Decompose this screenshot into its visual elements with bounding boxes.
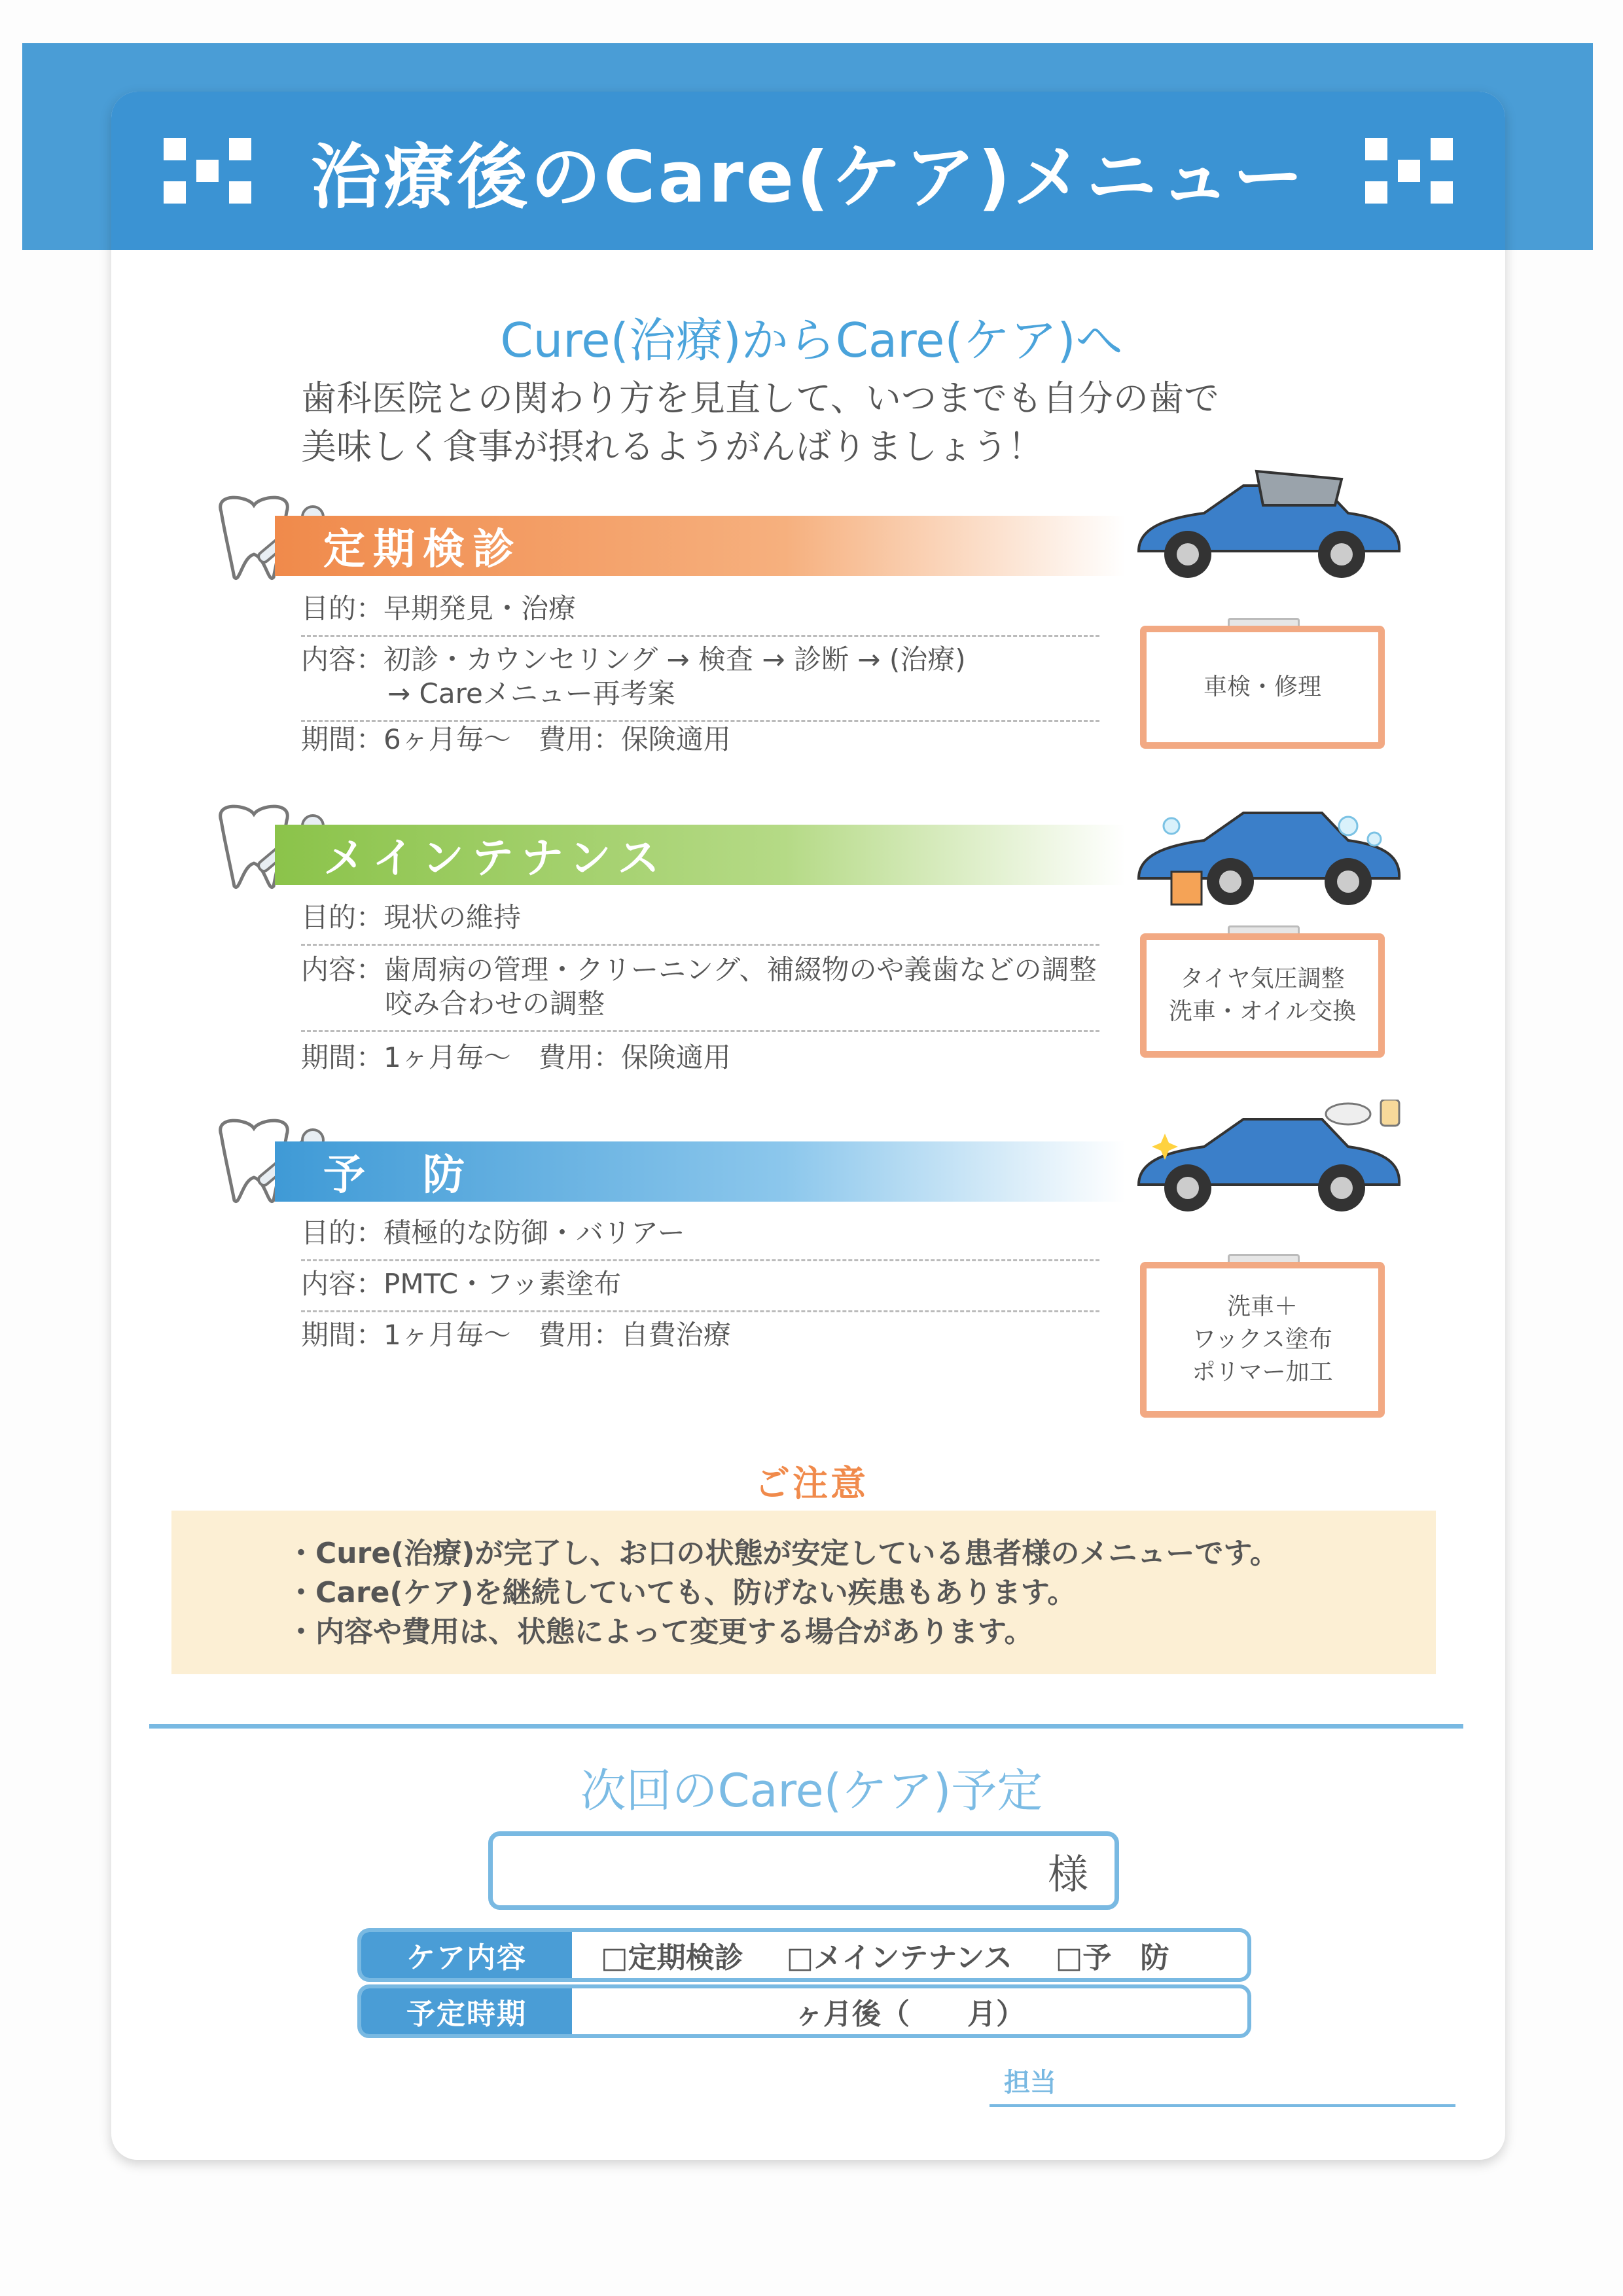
section-purpose: 目的：現状の維持 (301, 901, 1099, 946)
schedule-row (357, 1984, 1251, 2038)
notice-item: ・Cure(治療)が完了し、お口の状態が安定している患者様のメニューです。 (287, 1537, 1279, 1570)
section-purpose: 目的：早期発見・治療 (301, 592, 1099, 637)
car-wax-illustration (1126, 1100, 1407, 1217)
care-options (572, 1932, 1247, 1978)
notice-box (171, 1511, 1436, 1674)
content-line: → Careメニュー再考案 (387, 677, 675, 709)
staff-field[interactable] (990, 2062, 1455, 2107)
intro-text (301, 374, 1219, 471)
section-period: 期間：1ヶ月毎～ 費用：保険適用 (301, 1041, 731, 1073)
sign-text: ワックス塗布 (1192, 1326, 1332, 1353)
notice-item: ・内容や費用は、状態によって変更する場合があります。 (287, 1615, 1033, 1649)
section-period: 期間：6ヶ月毎～ 費用：保険適用 (301, 723, 731, 755)
name-suffix: 様 (1047, 1850, 1088, 1898)
next-care-title: 次回のCare(ケア)予定 (580, 1764, 1043, 1818)
notice-item: ・Care(ケア)を継続していても、防げない疾患もあります。 (287, 1576, 1077, 1609)
schedule-field[interactable]: ヶ月後（ 月） (794, 1998, 1025, 2031)
care-content-label: ケア内容 (361, 1932, 572, 1978)
care-option-checkbox[interactable]: □予 防 (1055, 1941, 1169, 1975)
car-label-sign (1140, 626, 1385, 749)
sign-text: 洗車・オイル交換 (1168, 998, 1357, 1025)
section-header-maintenance (275, 825, 1126, 885)
schedule-label: 予定時期 (361, 1988, 572, 2034)
patient-name-field[interactable] (488, 1831, 1119, 1910)
content-line: 咬み合わせの調整 (385, 988, 605, 1020)
intro-subtitle: Cure(治療)からCare(ケア)へ (500, 313, 1123, 368)
content-line: 内容：初診・カウンセリング → 検査 → 診断 → (治療) (301, 643, 966, 675)
car-wash-illustration (1126, 793, 1407, 911)
intro-line: 美味しく食事が摂れるようがんばりましょう！ (301, 426, 1043, 467)
sign-text: 洗車＋ (1226, 1293, 1298, 1320)
sign-text: 車検・修理 (1203, 673, 1321, 700)
section-title: 定期検診 (323, 526, 522, 574)
section-header-checkup (275, 516, 1126, 576)
divider (149, 1724, 1463, 1729)
section-header-prevention (275, 1141, 1126, 1202)
title-bar (111, 92, 1505, 250)
section-period: 期間：1ヶ月毎～ 費用：自費治療 (301, 1319, 731, 1351)
section-content (301, 1267, 1099, 1312)
intro-line: 歯科医院との関わり方を見直して、いつまでも自分の歯で (301, 378, 1219, 419)
section-content (301, 953, 1099, 1032)
checker-icon-left (164, 138, 251, 204)
checker-icon-right (1365, 138, 1453, 204)
section-content (301, 643, 1099, 722)
content-line: 内容：歯周病の管理・クリーニング、補綴物のや義歯などの調整 (301, 954, 1097, 986)
content-line: 内容：PMTC・フッ素塗布 (301, 1268, 622, 1300)
page-title: 治療後のCare(ケア)メニュー (310, 136, 1306, 219)
car-label-sign (1140, 933, 1385, 1058)
section-title: 予 防 (323, 1151, 473, 1200)
notice-title: ご注意 (755, 1463, 868, 1504)
sign-text: ポリマー加工 (1192, 1359, 1333, 1386)
car-label-sign (1140, 1262, 1385, 1418)
care-option-checkbox[interactable]: □メインテナンス (786, 1941, 1012, 1975)
care-content-row (357, 1928, 1251, 1982)
care-option-checkbox[interactable]: □定期検診 (601, 1941, 743, 1975)
sign-text: タイヤ気圧調整 (1180, 965, 1345, 992)
section-purpose: 目的：積極的な防御・バリアー (301, 1216, 1099, 1261)
staff-label: 担当 (1004, 2068, 1056, 2098)
section-title: メインテナンス (323, 834, 668, 883)
car-repair-illustration (1126, 466, 1407, 584)
